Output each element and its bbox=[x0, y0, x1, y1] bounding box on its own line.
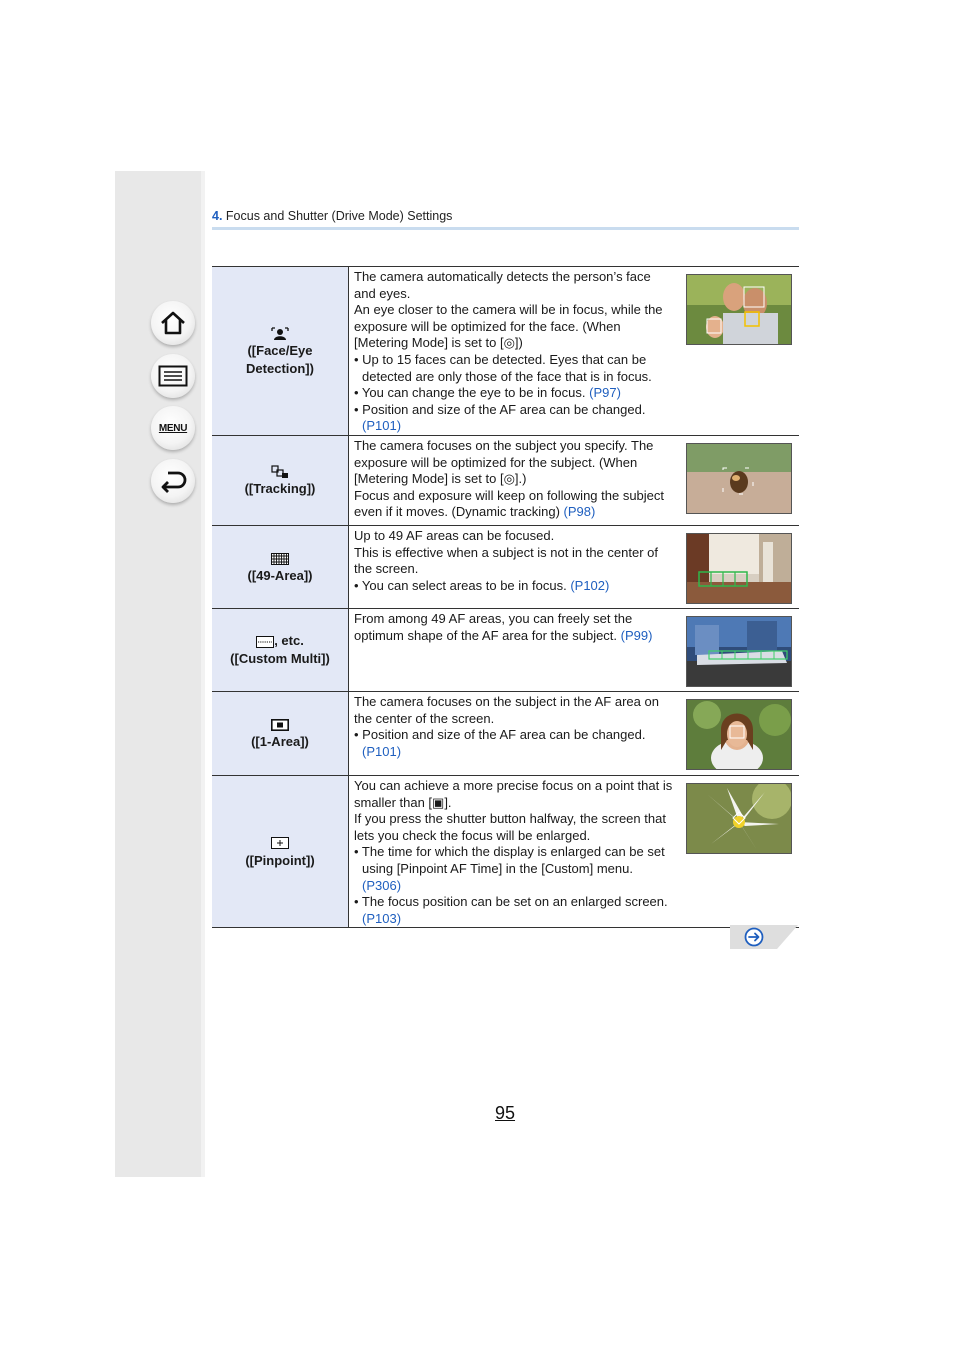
page-reference-link[interactable]: (P306) bbox=[362, 877, 402, 893]
description-text bbox=[354, 438, 674, 521]
paragraph bbox=[354, 694, 674, 727]
line-text: Up to 49 AF areas can be focused. bbox=[354, 527, 555, 543]
1-area-icon bbox=[271, 719, 289, 731]
description-cell bbox=[349, 525, 800, 608]
paragraph bbox=[354, 488, 674, 521]
line-text: • The time for which the display is enlarged can be set using [Pinpoint AF Time] in the [Custom] menu. bbox=[354, 844, 665, 876]
mode-label: ([49-Area]) bbox=[247, 567, 313, 583]
description-text bbox=[354, 269, 674, 435]
table-row bbox=[212, 691, 799, 775]
line-text: • Position and size of the AF area can be changed. bbox=[354, 727, 646, 743]
description-text bbox=[354, 694, 674, 760]
line-text: Focus and exposure will keep on following the subject even if it moves. (Dynamic tracking) bbox=[354, 487, 665, 520]
face-eye-detection-icon bbox=[271, 327, 289, 341]
contents-icon bbox=[158, 365, 188, 387]
chapter-number: 4. bbox=[212, 209, 223, 223]
menu-button[interactable] bbox=[151, 406, 195, 450]
mode-etc: , etc. bbox=[274, 632, 304, 648]
line-text: • Up to 15 faces can be detected. Eyes that can be detected are only those of the face that is in focus. bbox=[354, 351, 652, 384]
line-text: If you press the shutter button halfway, the screen that lets you check the focus will be enlarged. bbox=[354, 811, 666, 843]
paragraph bbox=[354, 811, 674, 844]
line-text: • Position and size of the AF area can be changed. bbox=[354, 401, 646, 417]
tracking-photo bbox=[686, 443, 792, 514]
chapter-header bbox=[212, 209, 452, 223]
paragraph bbox=[354, 302, 674, 352]
menu-icon: MENU bbox=[158, 422, 188, 434]
mode-label: ([1-Area]) bbox=[251, 734, 309, 750]
bullet-item bbox=[354, 352, 674, 385]
mode-cell bbox=[212, 435, 349, 525]
next-page-button[interactable] bbox=[730, 925, 798, 949]
line-text: The camera focuses on the subject in the AF area on the center of the screen. bbox=[354, 693, 659, 726]
pinpoint-icon bbox=[271, 837, 289, 849]
bullet-item bbox=[354, 402, 674, 435]
1-area-photo bbox=[686, 699, 792, 770]
paragraph bbox=[354, 545, 674, 578]
page-reference-link[interactable]: (P103) bbox=[362, 910, 402, 926]
line-text: This is effective when a subject is not in the center of the screen. bbox=[354, 544, 658, 577]
custom-multi-icon bbox=[256, 636, 274, 648]
mode-cell bbox=[212, 267, 349, 436]
back-icon bbox=[159, 469, 187, 493]
line-text: The camera automatically detects the person’s face and eyes. bbox=[354, 269, 651, 301]
table-row bbox=[212, 608, 799, 691]
bullet-item bbox=[354, 578, 674, 595]
mode-label: ([Face/Eye Detection]) bbox=[246, 342, 314, 376]
page-number: 95 bbox=[495, 1103, 516, 1123]
mode-cell bbox=[212, 608, 349, 691]
49-area-icon bbox=[271, 553, 289, 565]
table-row bbox=[212, 775, 799, 927]
paragraph bbox=[354, 528, 674, 545]
bullet-item bbox=[354, 844, 674, 894]
line-text: You can achieve a more precise focus on a point that is smaller than [▣]. bbox=[354, 777, 673, 810]
face-detection-photo bbox=[686, 274, 792, 345]
custom-multi-photo bbox=[686, 616, 792, 687]
table-row bbox=[212, 435, 799, 525]
mode-cell bbox=[212, 775, 349, 927]
mode-cell bbox=[212, 525, 349, 608]
af-mode-table bbox=[212, 266, 799, 928]
back-button[interactable] bbox=[151, 459, 195, 503]
description-cell bbox=[349, 608, 800, 691]
page-reference-link[interactable]: (P98) bbox=[563, 504, 596, 520]
page-reference-link[interactable]: (P102) bbox=[570, 577, 610, 593]
paragraph bbox=[354, 611, 674, 644]
line-text: • You can select areas to be in focus. bbox=[354, 577, 571, 593]
description-cell bbox=[349, 267, 800, 436]
paragraph bbox=[354, 269, 674, 302]
page-reference-link[interactable]: (P99) bbox=[620, 627, 653, 643]
bullet-item bbox=[354, 894, 674, 927]
description-text bbox=[354, 778, 674, 927]
mode-label: ([Pinpoint]) bbox=[245, 852, 315, 868]
page-reference-link[interactable]: (P97) bbox=[589, 385, 621, 401]
description-text bbox=[354, 528, 674, 594]
description-cell bbox=[349, 691, 800, 775]
table-row bbox=[212, 267, 799, 436]
page-reference-link[interactable]: (P101) bbox=[362, 418, 402, 434]
mode-label: ([Tracking]) bbox=[244, 481, 316, 497]
home-button[interactable] bbox=[151, 301, 195, 345]
bullet-item bbox=[354, 385, 674, 402]
description-text bbox=[354, 611, 674, 644]
tracking-icon bbox=[271, 465, 289, 479]
line-text: An eye closer to the camera will be in focus, while the exposure will be optimized for the face. (When [Metering Mode] is set to [◎]) bbox=[354, 302, 663, 351]
paragraph bbox=[354, 438, 674, 488]
mode-label: ([Custom Multi]) bbox=[230, 650, 330, 666]
table-row bbox=[212, 525, 799, 608]
chapter-title: Focus and Shutter (Drive Mode) Settings bbox=[222, 209, 453, 223]
line-text: The camera focuses on the subject you specify. The exposure will be optimized for the subject. (When [Metering Mode] is set to [◎].) bbox=[354, 437, 654, 487]
mode-cell bbox=[212, 691, 349, 775]
49-area-photo bbox=[686, 533, 792, 604]
pinpoint-photo bbox=[686, 783, 792, 854]
line-text: • You can change the eye to be in focus. bbox=[354, 385, 590, 401]
contents-button[interactable] bbox=[151, 354, 195, 398]
page-reference-link[interactable]: (P101) bbox=[362, 743, 402, 759]
sidebar-edge bbox=[201, 171, 205, 1177]
line-text: • The focus position can be set on an enlarged screen. bbox=[354, 894, 668, 910]
description-cell bbox=[349, 775, 800, 927]
line-text: From among 49 AF areas, you can freely set the optimum shape of the AF area for the subject. bbox=[354, 610, 633, 643]
description-cell bbox=[349, 435, 800, 525]
paragraph bbox=[354, 778, 674, 811]
header-rule bbox=[212, 227, 799, 230]
bullet-item bbox=[354, 727, 674, 760]
home-icon bbox=[159, 310, 187, 336]
